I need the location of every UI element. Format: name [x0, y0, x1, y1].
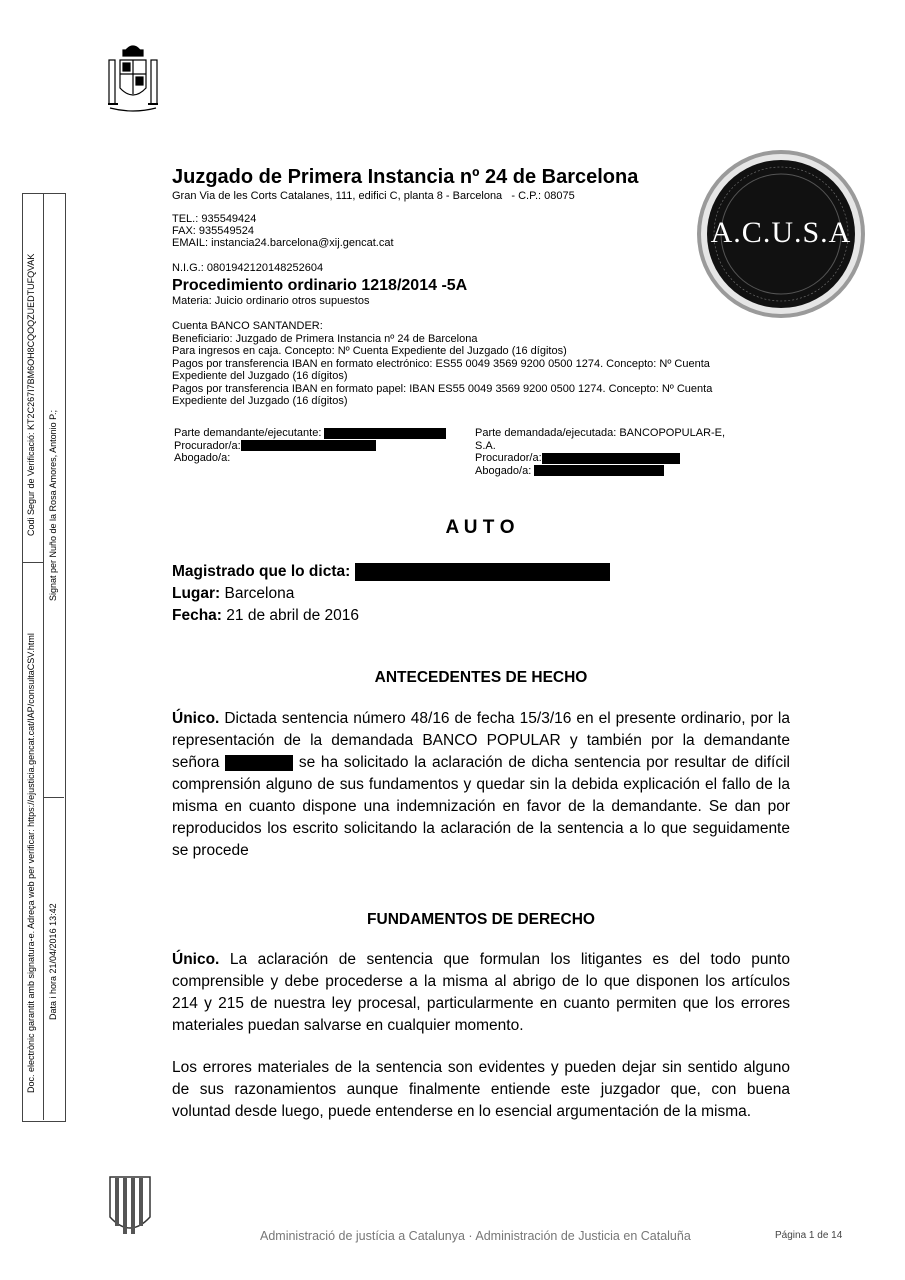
bank-line: Pagos por transferencia IBAN en formato papel: IBAN ES55 0049 3569 9200 0500 1274. Concepto: Nº Cuenta [172, 382, 713, 395]
redaction-box [355, 563, 610, 581]
footer-text: Administració de justícia a Catalunya · Administración de Justicia en Cataluña [260, 1229, 691, 1243]
section-heading-fundamentos: FUNDAMENTOS DE DERECHO [367, 911, 595, 928]
court-nig: N.I.G.: 0801942120148252604 [172, 262, 324, 274]
magistrado-line [172, 563, 610, 581]
verification-code: Codi Segur de Verificació: KT2C267I7BM6OH8CQOQZUEDTUFQVAK [26, 253, 36, 536]
sidebar-divider [22, 562, 43, 563]
magistrado-label: Magistrado que lo dicta: [172, 563, 351, 581]
antecedentes-paragraph [172, 708, 790, 862]
redaction-box [534, 465, 664, 476]
plaintiff-procurador-label: Procurador/a: [174, 439, 241, 452]
court-tel: TEL.: 935549424 [172, 213, 257, 225]
paragraph-text: se ha solicitado la aclaración de dicha sentencia por resultar de difícil comprensión alguno de sus fundamentos y quedar sin la debida explicación el fallo de la misma en cuanto dispone una indemnización en favor de la demandante. Se dan por reproducidos los escrito solicitando la aclaración de la sentencia a lo que seguidamente se procede [172, 754, 790, 859]
paragraph-lead: Único. [172, 951, 220, 968]
fundamentos-paragraph-2: Los errores materiales de la sentencia son evidentes y pueden dejar sin sentido alguno de sus razonamientos aunque finalmente entiende este juzgador que, con buena voluntad desde luego, puede entenderse en lo esencial argumentación de la misma. [172, 1059, 790, 1120]
signed-date: Data i hora 21/04/2016 13:42 [48, 903, 58, 1020]
redaction-box [542, 453, 680, 464]
lugar-line [172, 585, 294, 603]
redaction-box [241, 440, 376, 451]
defendant-procurador-label: Procurador/a: [475, 452, 542, 464]
section-heading-antecedentes: ANTECEDENTES DE HECHO [374, 669, 588, 686]
paragraph-text: La aclaración de sentencia que formulan los litigantes es del todo punto comprensible y debe procederse a la misma al abrigo de lo que disponen los artículos 214 y 215 de nuestra ley procesal, particularmente en cuanto permiten que los errores materiales puedan salvarse en cualquier momento. [172, 951, 790, 1034]
court-fax: FAX: 935549524 [172, 225, 254, 237]
fecha-value: 21 de abril de 2016 [226, 607, 359, 624]
redaction-box [225, 755, 293, 771]
plaintiff-line [174, 427, 464, 440]
court-email: EMAIL: instancia24.barcelona@xij.gencat.cat [172, 237, 394, 249]
page-number: Página 1 de 14 [775, 1230, 843, 1241]
bank-line: Cuenta BANCO SANTANDER: [172, 320, 323, 332]
plaintiff-label: Parte demandante/ejecutante: [174, 427, 322, 439]
bank-line: Beneficiario: Juzgado de Primera Instancia nº 24 de Barcelona [172, 332, 478, 345]
bank-line: Expediente del Juzgado (16 dígitos) [172, 395, 348, 407]
procedure-materia: Materia: Juicio ordinario otros supuestos [172, 295, 370, 307]
defendant-abogado-line [475, 465, 765, 478]
spain-coat-of-arms-logo [106, 42, 160, 114]
fecha-label: Fecha: [172, 607, 222, 624]
lugar-value: Barcelona [224, 585, 295, 602]
bank-line: Para ingresos en caja. Concepto: Nº Cuenta Expediente del Juzgado (16 dígitos) [172, 345, 567, 357]
defendant-label: Parte demandada/ejecutada: BANCOPOPULAR-E, [475, 427, 726, 439]
procedure-title: Procedimiento ordinario 1218/2014 -5A [172, 277, 468, 294]
court-name: Juzgado de Primera Instancia nº 24 de Barcelona [172, 166, 639, 188]
defendant-label-cont: S.A. [475, 439, 496, 452]
sidebar-divider [43, 797, 64, 798]
catalonia-emblem-logo [108, 1175, 152, 1241]
signed-by: Signat per Nuño de la Rosa Amores, Antonio P.; [48, 410, 58, 601]
acusa-seal-text: A.C.U.S.A [710, 216, 852, 249]
court-address: Gran Via de les Corts Catalanes, 111, edifici C, planta 8 - Barcelona - C.P.: 08075 [172, 190, 575, 202]
defendant-abogado-label: Abogado/a: [475, 464, 532, 477]
paragraph-lead: Único. [172, 710, 220, 727]
bank-info [172, 320, 752, 408]
redaction-box [324, 428, 446, 439]
defendant-procurador-line [475, 452, 765, 465]
plaintiff-block [174, 427, 464, 465]
bank-line: Pagos por transferencia IBAN en formato electrónico: ES55 0049 3569 9200 0500 1274. Concepto: Nº Cuenta [172, 357, 710, 370]
plaintiff-procurador-line [174, 440, 464, 453]
defendant-block [475, 427, 765, 477]
lugar-label: Lugar: [172, 585, 221, 602]
verification-url: Doc. electrònic garantit amb signatura-e. Adreça web per verificar: https://ejusticia.gencat.cat/IAP/consultaCSV.html [26, 633, 36, 1093]
bank-line: Expediente del Juzgado (16 dígitos) [172, 370, 348, 382]
fecha-line [172, 607, 359, 625]
sidebar-divider [43, 193, 44, 1120]
paragraph-text: Dictada sentencia número 48/16 de fecha 15/3/16 en el presente ordinario, por la representación de la demandada BANCO POPULAR y también por la demandante señora [172, 710, 790, 771]
fundamentos-paragraph-1 [172, 949, 790, 1037]
auto-title: A U T O [445, 517, 515, 538]
plaintiff-abogado: Abogado/a: [174, 452, 231, 464]
